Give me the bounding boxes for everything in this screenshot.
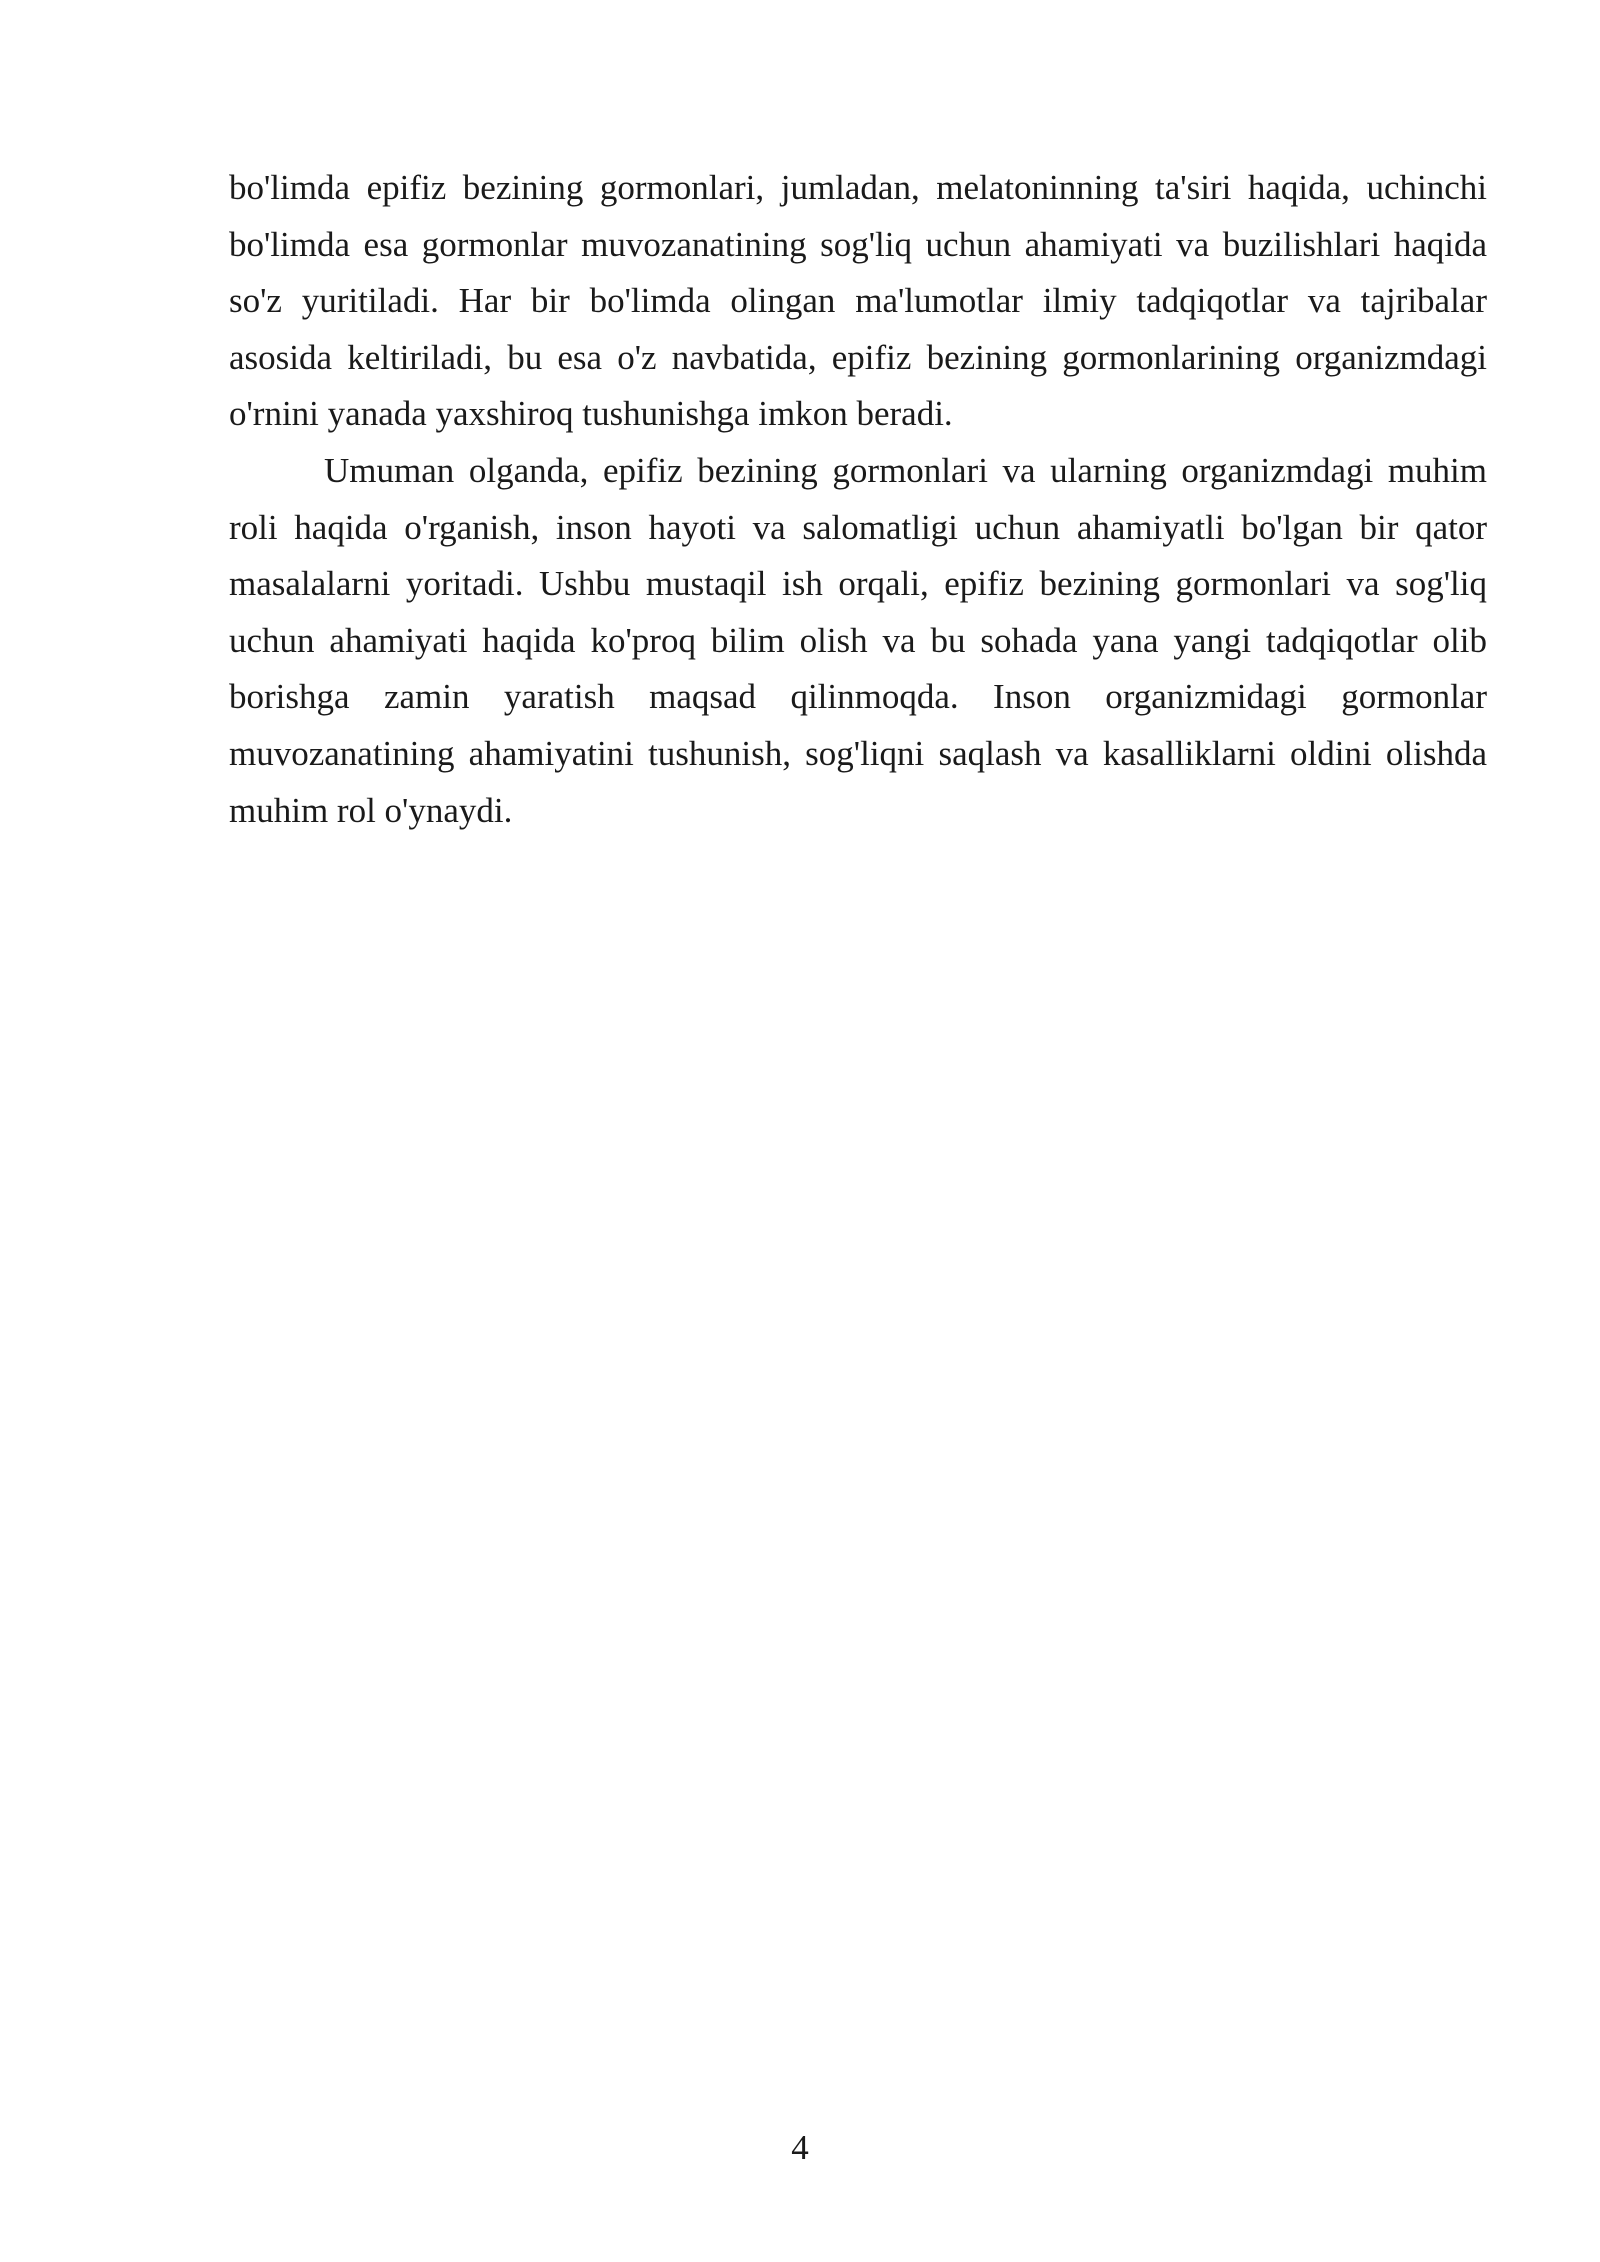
paragraph-2: Umuman olganda, epifiz bezining gormonlari va ularning organizmdagi muhim roli haqida o'rganish, inson hayoti va salomatligi uchun ahamiyatli bo'lgan bir qator masalalarni yoritadi. Ushbu mustaqil ish orqali, epifiz bezining gormonlari va sog'liq uchun ahamiyati haqida ko'proq bilim olish va bu sohada yana yangi tadqiqotlar olib borishga zamin yaratish maqsad qilinmoqda. Inson organizmidagi gormonlar muvozanatining ahamiyatini tushunish, sog'liqni saqlash va kasalliklarni oldini olishda muhim rol o'ynaydi. — [229, 450, 1487, 830]
body-text — [229, 160, 1487, 839]
paragraph-1: bo'limda epifiz bezining gormonlari, jumladan, melatoninning ta'siri haqida, uchinchi bo'limda esa gormonlar muvozanatining sog'liq uchun ahamiyati va buzilishlari haqida so'z yuritiladi. Har bir bo'limda olingan ma'lumotlar ilmiy tadqiqotlar va tajribalar asosida keltiriladi, bu esa o'z navbatida, epifiz bezining gormonlarining organizmdagi o'rnini yanada yaxshiroq tushunishga imkon beradi. — [229, 168, 1487, 434]
page-number: 4 — [791, 2128, 809, 2167]
